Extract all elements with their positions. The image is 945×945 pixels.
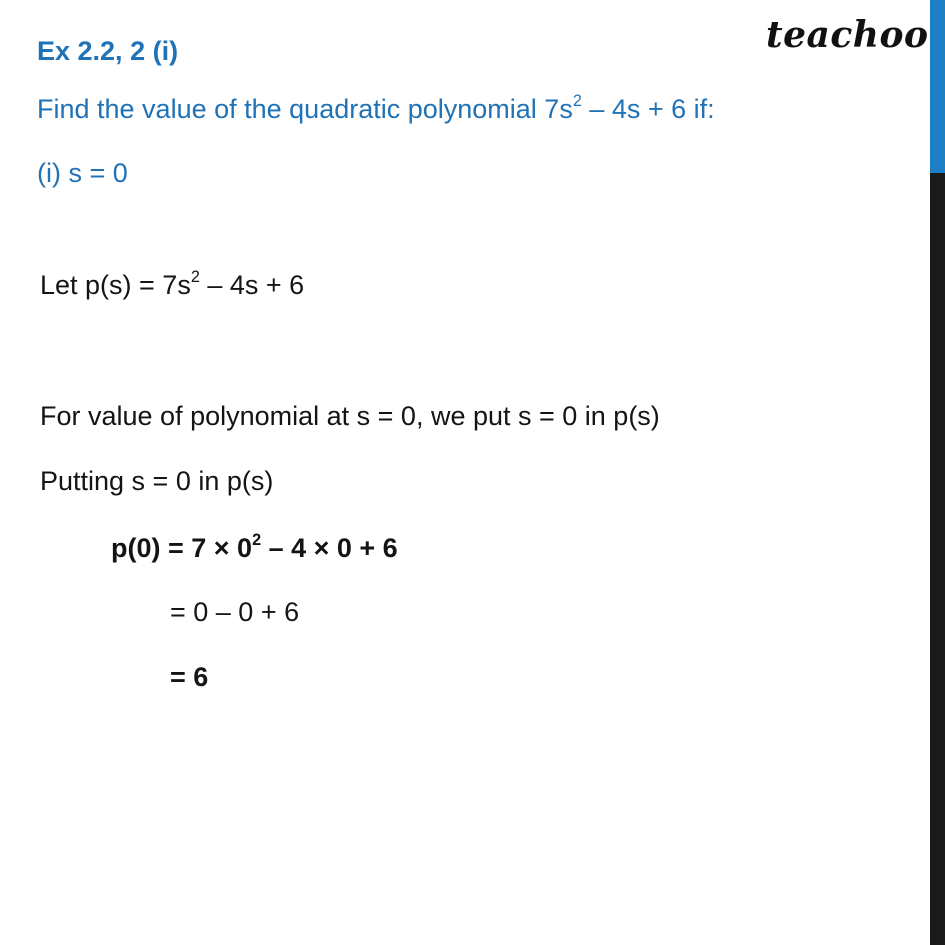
exercise-title: Ex 2.2, 2 (i) (37, 36, 179, 66)
step1-prefix: p(0) = 7 × 0 (111, 533, 253, 563)
let-statement (40, 268, 305, 300)
step1-suffix: – 4 × 0 + 6 (261, 533, 398, 563)
teachoo-logo: teachoo (766, 14, 929, 56)
question-prefix: Find the value of the quadratic polynomial 7s (37, 94, 573, 124)
question-suffix: – 4s + 6 if: (581, 94, 715, 124)
let-exponent: 2 (190, 268, 200, 287)
explanation-text: For value of polynomial at s = 0, we put s = 0 in p(s) (40, 401, 660, 431)
step-2: = 0 – 0 + 6 (170, 597, 300, 627)
let-suffix: – 4s + 6 (199, 270, 305, 300)
let-prefix: Let p(s) = 7s (40, 270, 191, 300)
sidebar-accent (930, 0, 945, 173)
question-text (37, 92, 715, 124)
putting-text: Putting s = 0 in p(s) (40, 466, 274, 496)
final-answer: = 6 (170, 662, 209, 692)
question-part: (i) s = 0 (37, 158, 128, 188)
question-exponent: 2 (572, 92, 582, 111)
sidebar-strip (930, 0, 945, 945)
step-1 (111, 531, 398, 563)
step1-exponent: 2 (252, 531, 262, 550)
